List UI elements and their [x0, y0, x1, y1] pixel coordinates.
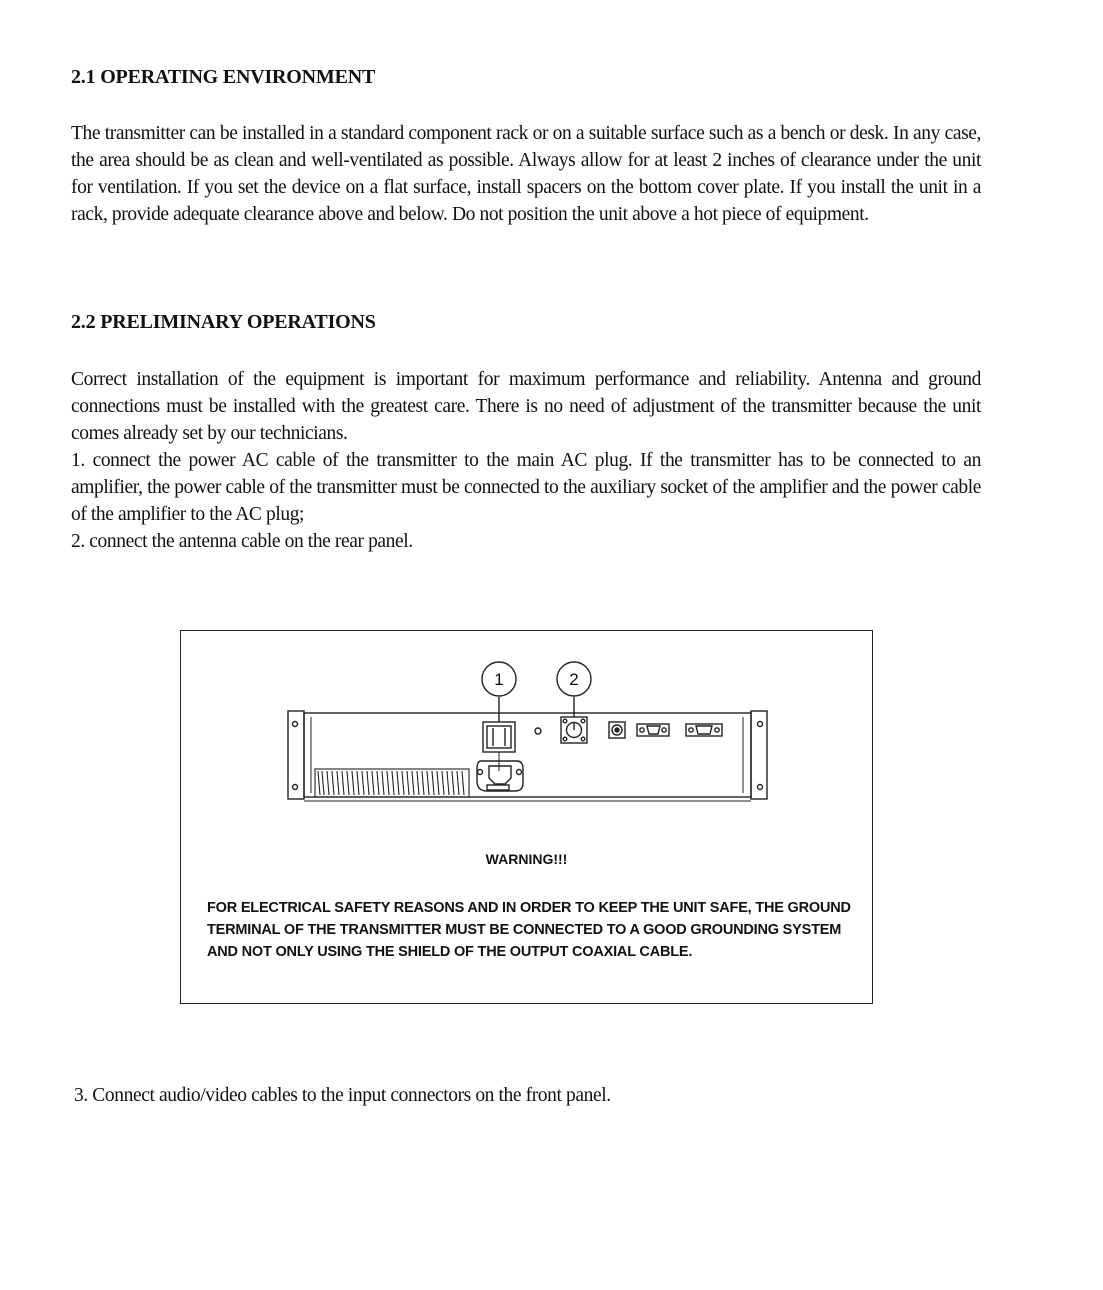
serial-connector-1 — [637, 724, 669, 736]
right-ear-hole-bottom — [758, 785, 763, 790]
ac-power-inlet — [477, 761, 523, 791]
rear-panel-figure — [180, 630, 873, 1004]
panel-screw — [535, 728, 541, 734]
operating-environment-paragraph: The transmitter can be installed in a standard component rack or on a suitable surface such as a bench or desk. In any case, the area should be as clean and well-ventilated as possible. Always allow for at least 2 inches of clearance under the unit for ventilation. If you set the device on a flat surface, install spacers on the bottom cover plate. If you install the unit in a rack, provide adequate clearance above and below. Do not position the unit above a hot piece of equipment. — [71, 123, 981, 225]
warning-text: FOR ELECTRICAL SAFETY REASONS AND IN ORDER TO KEEP THE UNIT SAFE, THE GROUND TERMINAL OF THE TRANSMITTER MUST BE CONNECTED TO A GOOD GROUNDING SYSTEM AND NOT ONLY USING THE SHIELD OF THE OUTPUT COAXIAL CABLE. — [207, 900, 851, 960]
antenna-connector — [561, 717, 587, 743]
left-ear-hole-top — [293, 722, 298, 727]
right-ear-hole-top — [758, 722, 763, 727]
section-heading-preliminary-operations: 2.2 PRELIMINARY OPERATIONS — [71, 311, 376, 333]
preliminary-operations-paragraph: Correct installation of the equipment is important for maximum performance and reliability. Antenna and ground connections must be installed with the greatest care. There is no need of adjustment of the transmitter because the unit comes already set by our technicians. — [71, 369, 981, 444]
warning-title: WARNING!!! — [485, 851, 568, 867]
serial-connector-2 — [686, 724, 722, 736]
left-rack-ear — [288, 711, 304, 799]
bnc-connector — [609, 722, 625, 738]
left-ear-hole-bottom — [293, 785, 298, 790]
step-1-text: 1. connect the power AC cable of the transmitter to the main AC plug. If the transmitter has to be connected to an amplifier, the power cable of the transmitter must be connected to the auxiliary socket of the amplifier and the power cable of the amplifier to the AC plug; — [71, 450, 981, 525]
power-switch — [483, 722, 515, 752]
callout-2-label: 2 — [569, 670, 579, 689]
step-3-text: 3. Connect audio/video cables to the input connectors on the front panel. — [74, 1085, 611, 1106]
step-3-section — [74, 1082, 984, 1109]
chassis-rear-panel — [304, 713, 751, 797]
step-2-text: 2. connect the antenna cable on the rear panel. — [71, 531, 413, 552]
callout-1-label: 1 — [494, 670, 504, 689]
operating-environment-text — [71, 120, 981, 228]
heat-sink-fins — [315, 769, 469, 797]
right-rack-ear — [751, 711, 767, 799]
section-heading-operating-environment: 2.1 OPERATING ENVIRONMENT — [71, 66, 376, 88]
preliminary-operations-text — [71, 366, 981, 555]
